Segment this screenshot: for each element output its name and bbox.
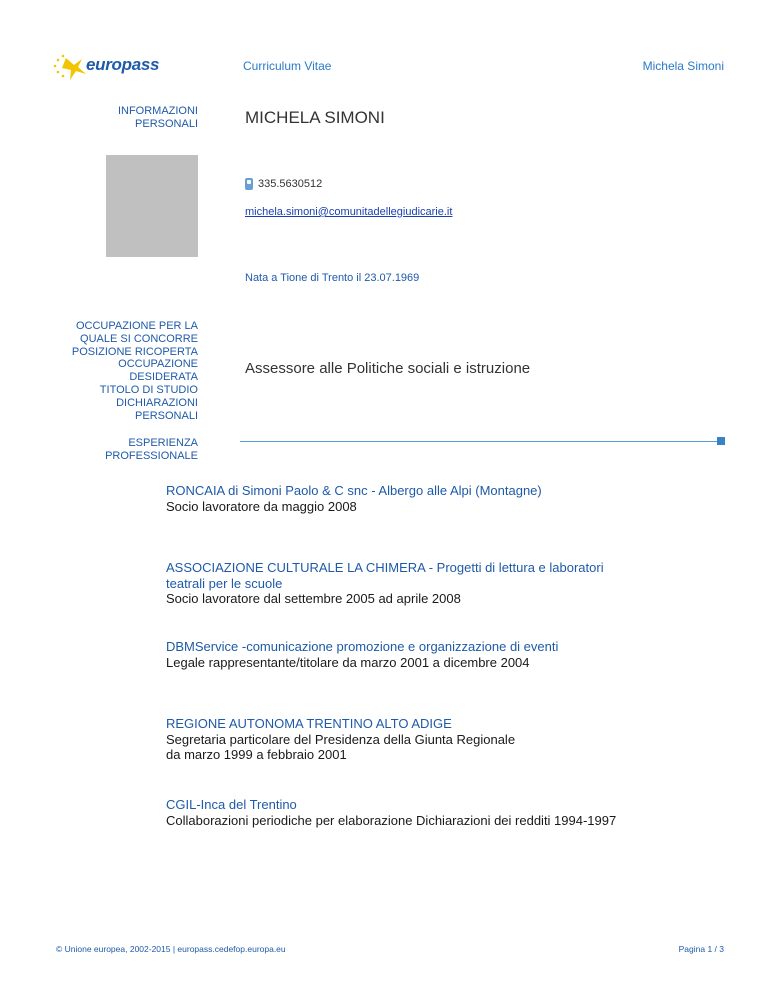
label-experience-line: ESPERIENZA	[128, 437, 198, 449]
header-person-name: Michela Simoni	[642, 59, 724, 73]
experience-detail: Collaborazioni periodiche per elaborazione Dichiarazioni dei redditi 1994-1997	[166, 812, 617, 828]
mobile-phone-icon	[245, 178, 253, 190]
experience-org-name: REGIONE AUTONOMA TRENTINO ALTO ADIGE	[166, 716, 452, 731]
label-occupation-line: QUALE SI CONCORRE	[80, 332, 198, 345]
label-occupation-line: PERSONALI	[135, 409, 198, 422]
label-occupation-line: OCCUPAZIONE PER LA	[75, 320, 198, 332]
section-divider	[240, 441, 720, 442]
label-occupation	[38, 320, 198, 422]
label-experience-line: PROFESSIONALE	[105, 449, 198, 462]
experience-org-desc: -comunicazione promozione e organizzazione di eventi	[238, 639, 559, 654]
experience-entry	[166, 560, 636, 607]
label-personal-info-text: INFORMAZIONI PERSONALI	[117, 105, 198, 130]
document-title: Curriculum Vitae	[243, 59, 332, 73]
logo-text-euro: euro	[86, 55, 122, 74]
phone-row	[245, 178, 322, 190]
footer-page-number: Pagina 1 / 3	[678, 944, 724, 954]
experience-entry	[166, 639, 646, 670]
experience-org-name: RONCAIA	[166, 483, 225, 498]
label-occupation-line: POSIZIONE RICOPERTA	[71, 345, 198, 358]
footer-copyright: © Unione europea, 2002-2015 | europass.cedefop.europa.eu	[56, 944, 286, 954]
experience-org-name: CGIL-Inca del Trentino	[166, 797, 297, 812]
email-link[interactable]: michela.simoni@comunitadellegiudicarie.it	[245, 206, 453, 218]
section-divider-marker	[717, 437, 725, 445]
experience-org-desc: - Progetti di lettura e laboratori teatrali per le scuole	[166, 560, 604, 591]
experience-detail: Legale rappresentante/titolare da marzo 2001 a dicembre 2004	[166, 654, 530, 670]
label-occupation-line: TITOLO DI STUDIO	[99, 383, 198, 396]
experience-org-desc: di Simoni Paolo & C snc - Albergo alle Alpi (Montagne)	[224, 483, 542, 498]
experience-entry	[166, 483, 646, 514]
label-occupation-line: DESIDERATA	[129, 371, 198, 384]
logo-text-pass: pass	[121, 55, 160, 74]
europass-logo	[52, 50, 162, 84]
experience-org-name: DBMService	[166, 639, 239, 654]
experience-entry	[166, 716, 646, 763]
label-occupation-line: DICHIARAZIONI	[116, 396, 198, 409]
label-occupation-line: OCCUPAZIONE	[118, 358, 198, 371]
label-personal-info	[88, 105, 198, 131]
experience-detail: Socio lavoratore da maggio 2008	[166, 498, 357, 514]
experience-detail: Segretaria particolare del Presidenza della Giunta Regionale	[166, 731, 516, 747]
experience-entry	[166, 797, 726, 828]
birth-info: Nata a Tione di Trento il 23.07.1969	[245, 272, 420, 284]
experience-detail: Socio lavoratore dal settembre 2005 ad aprile 2008	[166, 591, 461, 606]
label-experience	[58, 437, 198, 463]
photo-placeholder	[106, 155, 198, 257]
experience-org-name: ASSOCIAZIONE CULTURALE LA CHIMERA	[166, 560, 426, 575]
phone-number: 335.5630512	[258, 178, 323, 190]
full-name: MICHELA SIMONI	[245, 108, 385, 127]
experience-detail: da marzo 1999 a febbraio 2001	[166, 747, 347, 762]
occupation-value: Assessore alle Politiche sociali e istruzione	[245, 360, 531, 377]
